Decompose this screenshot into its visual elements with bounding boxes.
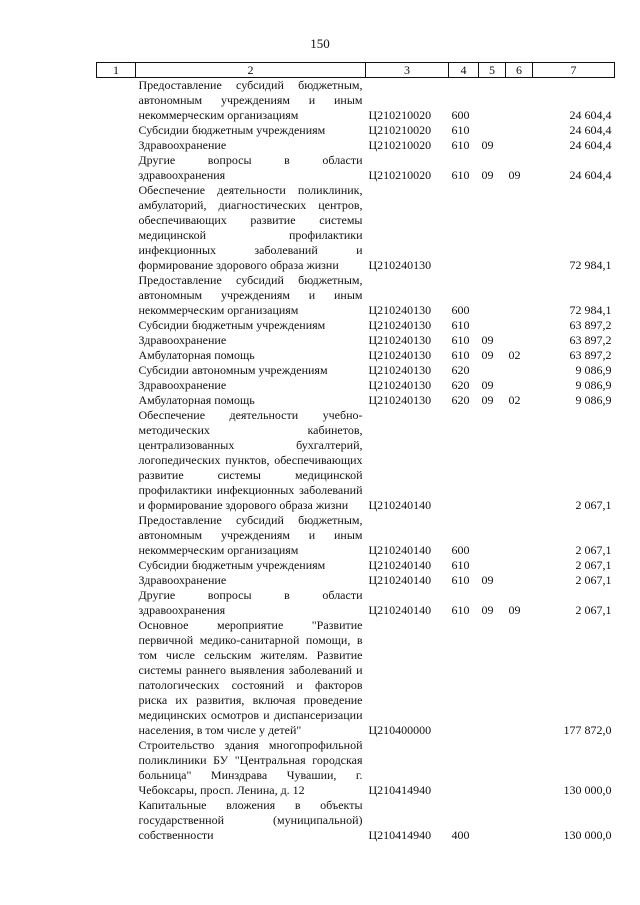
cell-name: Амбулаторная помощь [138,348,255,362]
cell-subsection [506,558,533,573]
cell-target-code: Ц210210020 [368,108,432,122]
cell-col1 [97,183,136,273]
cell-section: 09 [481,603,494,617]
cell-section: 09 [481,333,494,347]
cell-subsection [506,378,533,393]
table-row [97,138,615,153]
cell-name: Здравоохранение [138,573,227,587]
cell-amount: 9 086,9 [575,393,612,407]
cell-section: 09 [481,393,494,407]
cell-col1 [97,363,136,378]
column-header-2: 2 [136,63,366,78]
cell-amount: 9 086,9 [575,378,612,392]
cell-subsection [506,78,533,124]
cell-col1 [97,123,136,138]
table-row [97,363,615,378]
column-header-5: 5 [479,63,506,78]
cell-expense-type: 620 [451,378,470,392]
cell-subsection: 02 [508,393,521,407]
cell-col1 [97,273,136,318]
cell-amount: 130 000,0 [563,783,612,797]
cell-expense-type: 610 [451,138,470,152]
cell-target-code: Ц210240130 [368,303,432,317]
cell-expense-type: 600 [451,543,470,557]
cell-col1 [97,348,136,363]
cell-section: 09 [481,573,494,587]
cell-subsection [506,573,533,588]
cell-subsection [506,318,533,333]
table-row [97,513,615,558]
cell-amount: 177 872,0 [563,723,612,737]
cell-amount: 24 604,4 [569,123,612,137]
cell-target-code: Ц210414940 [368,828,432,842]
cell-section [479,513,506,558]
cell-col1 [97,588,136,618]
table-header [97,63,615,78]
cell-name: Здравоохранение [138,138,227,152]
column-header-4: 4 [449,63,479,78]
table-row [97,318,615,333]
cell-section [479,78,506,124]
cell-expense-type [449,618,479,738]
cell-subsection: 09 [508,603,521,617]
cell-target-code: Ц210414940 [368,783,432,797]
cell-col1 [97,513,136,558]
cell-amount: 130 000,0 [563,828,612,842]
cell-amount: 24 604,4 [569,168,612,182]
cell-expense-type: 610 [451,123,470,137]
cell-section: 09 [481,168,494,182]
cell-col1 [97,798,136,843]
table-row [97,273,615,318]
cell-name: Субсидии бюджетным учреждениям [138,318,326,332]
cell-section [479,318,506,333]
table-row [97,123,615,138]
table-row [97,798,615,843]
cell-target-code: Ц210240130 [368,393,432,407]
cell-subsection [506,738,533,798]
cell-subsection [506,273,533,318]
cell-amount: 24 604,4 [569,108,612,122]
table-row [97,183,615,273]
cell-section [479,123,506,138]
cell-section [479,183,506,273]
cell-target-code: Ц210240130 [368,333,432,347]
cell-expense-type [449,738,479,798]
cell-target-code: Ц210240140 [368,573,432,587]
cell-amount: 2 067,1 [575,603,612,617]
cell-amount: 63 897,2 [569,348,612,362]
table-row [97,393,615,408]
cell-expense-type: 610 [451,558,470,572]
cell-subsection [506,333,533,348]
cell-target-code: Ц210210020 [368,168,432,182]
cell-name: Другие вопросы в области здравоохранения [138,588,363,617]
cell-section [479,738,506,798]
cell-section [479,558,506,573]
cell-amount: 2 067,1 [575,573,612,587]
cell-amount: 72 984,1 [569,303,612,317]
cell-expense-type: 600 [451,303,470,317]
cell-col1 [97,408,136,513]
cell-col1 [97,573,136,588]
cell-name: Здравоохранение [138,333,227,347]
cell-expense-type: 610 [451,573,470,587]
cell-expense-type: 610 [451,168,470,182]
cell-amount: 63 897,2 [569,333,612,347]
cell-target-code: Ц210240140 [368,603,432,617]
cell-amount: 72 984,1 [569,258,612,272]
cell-section: 09 [481,138,494,152]
cell-section: 09 [481,348,494,362]
cell-expense-type: 400 [451,828,470,842]
cell-amount: 2 067,1 [575,498,612,512]
cell-col1 [97,618,136,738]
cell-section [479,273,506,318]
cell-col1 [97,558,136,573]
cell-name: Другие вопросы в области здравоохранения [138,153,363,182]
cell-col1 [97,333,136,348]
cell-target-code: Ц210210020 [368,138,432,152]
cell-amount: 2 067,1 [575,558,612,572]
cell-subsection [506,183,533,273]
cell-subsection [506,363,533,378]
table-body [97,78,615,844]
table-row [97,348,615,363]
table-row [97,558,615,573]
cell-col1 [97,378,136,393]
cell-target-code: Ц210240140 [368,558,432,572]
cell-expense-type: 620 [451,393,470,407]
cell-name: Предоставление субсидий бюджетным, автономным учреждениям и иным некоммерческим организациям [138,78,363,122]
cell-name: Субсидии бюджетным учреждениям [138,123,326,137]
cell-expense-type: 610 [451,318,470,332]
cell-expense-type: 620 [451,363,470,377]
cell-col1 [97,138,136,153]
cell-target-code: Ц210400000 [368,723,432,737]
cell-target-code: Ц210240140 [368,543,432,557]
cell-subsection [506,408,533,513]
cell-section: 09 [481,378,494,392]
cell-target-code: Ц210240130 [368,258,432,272]
cell-name: Капитальные вложения в объекты государственной (муниципальной) собственности [138,798,363,842]
table-row [97,588,615,618]
cell-name: Предоставление субсидий бюджетным, автономным учреждениям и иным некоммерческим организациям [138,273,363,317]
cell-name: Основное мероприятие "Развитие первичной медико-санитарной помощи, в том числе сельским жителям. Развитие системы раннего выявления заболеваний и патологических состояний и факторов риска их развития, включая проведение медицинских осмотров и диспансеризации населения, в том числе у детей" [138,618,363,737]
cell-name: Строительство здания многопрофильной поликлиники БУ "Центральная городская больница" Минздрава Чувашии, г. Чебоксары, просп. Ленина, д. 12 [138,738,363,797]
cell-target-code: Ц210240130 [368,378,432,392]
cell-col1 [97,153,136,183]
table-row [97,378,615,393]
table-row [97,618,615,738]
table-row [97,408,615,513]
cell-col1 [97,738,136,798]
cell-expense-type [449,183,479,273]
cell-section [479,798,506,843]
cell-target-code: Ц210240130 [368,318,432,332]
cell-name: Субсидии автономным учреждениям [138,363,328,377]
table-row [97,573,615,588]
column-header-3: 3 [366,63,449,78]
cell-target-code: Ц210210020 [368,123,432,137]
cell-subsection [506,513,533,558]
cell-expense-type [449,408,479,513]
cell-section [479,618,506,738]
cell-name: Здравоохранение [138,378,227,392]
cell-col1 [97,318,136,333]
column-header-7: 7 [533,63,615,78]
cell-subsection [506,123,533,138]
cell-target-code: Ц210240140 [368,498,432,512]
cell-expense-type: 610 [451,348,470,362]
cell-subsection [506,798,533,843]
cell-amount: 2 067,1 [575,543,612,557]
header-row [97,63,615,78]
cell-name: Субсидии бюджетным учреждениям [138,558,326,572]
page-number: 150 [310,36,330,51]
cell-section [479,363,506,378]
cell-subsection: 02 [508,348,521,362]
cell-subsection [506,138,533,153]
budget-table [96,62,615,843]
cell-col1 [97,78,136,124]
cell-name: Обеспечение деятельности поликлиник, амбулаторий, диагностических центров, обеспечивающих развитие системы медицинской профилактики инфекционных заболеваний и формирование здорового образа жизни [138,183,363,272]
cell-subsection [506,618,533,738]
cell-expense-type: 610 [451,333,470,347]
column-header-1: 1 [97,63,136,78]
cell-expense-type: 610 [451,603,470,617]
table-row [97,333,615,348]
cell-section [479,408,506,513]
cell-amount: 24 604,4 [569,138,612,152]
cell-name: Обеспечение деятельности учебно-методических кабинетов, централизованных бухгалтерий, логопедических пунктов, обеспечивающих развитие системы медицинской профилактики инфекционных заболеваний и формирование здорового образа жизни [138,408,363,512]
cell-col1 [97,393,136,408]
cell-target-code: Ц210240130 [368,363,432,377]
column-header-6: 6 [506,63,533,78]
cell-target-code: Ц210240130 [368,348,432,362]
table-row [97,78,615,124]
cell-expense-type: 600 [451,108,470,122]
table-row [97,738,615,798]
table-row [97,153,615,183]
cell-subsection: 09 [508,168,521,182]
cell-amount: 9 086,9 [575,363,612,377]
cell-amount: 63 897,2 [569,318,612,332]
cell-name: Амбулаторная помощь [138,393,255,407]
cell-name: Предоставление субсидий бюджетным, автономным учреждениям и иным некоммерческим организациям [138,513,363,557]
